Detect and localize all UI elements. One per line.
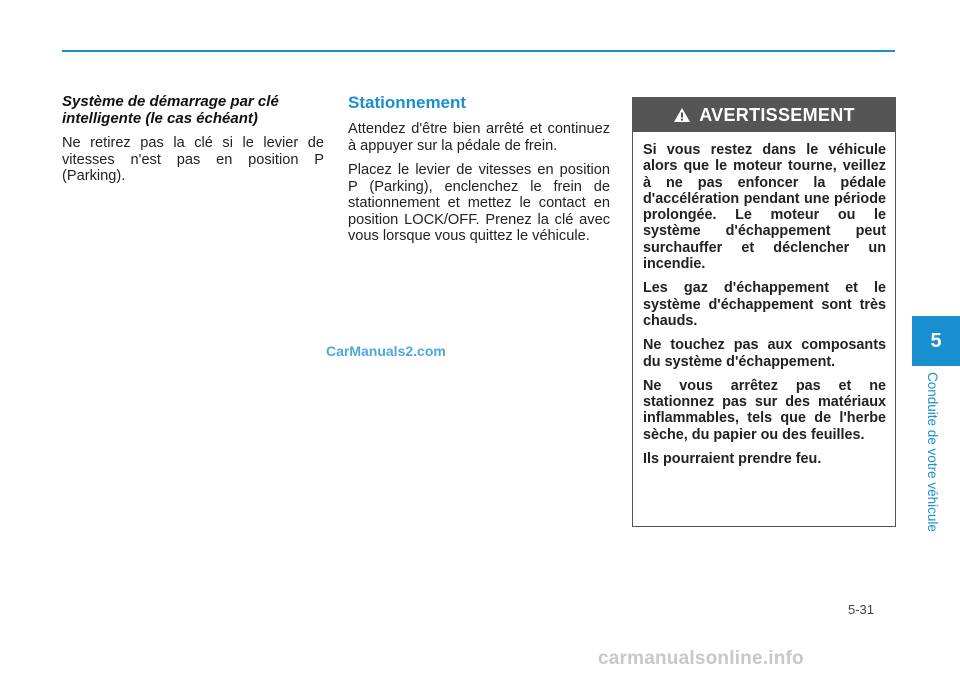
warning-body: [633, 132, 895, 467]
warning-paragraph: Si vous restez dans le véhicule alors que le moteur tourne, veillez à ne pas enfoncer la pédale d'accélération pendant une période prolongée. Le moteur ou le système d'échappement peut surchauffer et déclencher un incendie.: [643, 142, 886, 273]
warning-triangle-icon: [673, 107, 691, 123]
left-column: [62, 93, 324, 193]
warning-box: [632, 97, 896, 527]
middle-column: [348, 93, 610, 253]
warning-header: [633, 98, 895, 132]
chapter-number-tab: 5: [912, 316, 960, 366]
body-paragraph: Attendez d'être bien arrêté et continuez à appuyer sur la pédale de frein.: [348, 121, 610, 154]
footer-watermark: carmanualsonline.info: [598, 648, 804, 669]
warning-paragraph: Ils pourraient prendre feu.: [643, 451, 822, 468]
watermark: CarManuals2.com: [326, 343, 446, 359]
warning-title: AVERTISSEMENT: [699, 104, 855, 125]
page-number: 5-31: [848, 602, 875, 617]
section-subheading: Système de démarrage par clé intelligente (le cas échéant): [62, 93, 279, 127]
body-paragraph: Placez le levier de vitesses en position P (Parking), enclenchez le frein de stationnement et mettez le contact en position LOCK/OFF. Prenez la clé avec vous lorsque vous quittez le véhicule.: [348, 162, 610, 244]
warning-paragraph: Ne vous arrêtez pas et ne stationnez pas sur des matériaux inflammables, tels que de l'herbe sèche, du papier ou des feuilles.: [643, 377, 886, 443]
top-rule: [62, 50, 895, 52]
warning-paragraph: Ne touchez pas aux composants du système d'échappement.: [643, 337, 886, 370]
body-paragraph: Ne retirez pas la clé si le levier de vitesses n'est pas en position P (Parking).: [62, 135, 324, 184]
chapter-title-text: Conduite de votre véhicule: [925, 372, 940, 532]
warning-paragraph: Les gaz d'échappement et le système d'échappement sont très chauds.: [643, 280, 886, 329]
chapter-title: [922, 372, 942, 548]
section-title: Stationnement: [348, 93, 467, 112]
